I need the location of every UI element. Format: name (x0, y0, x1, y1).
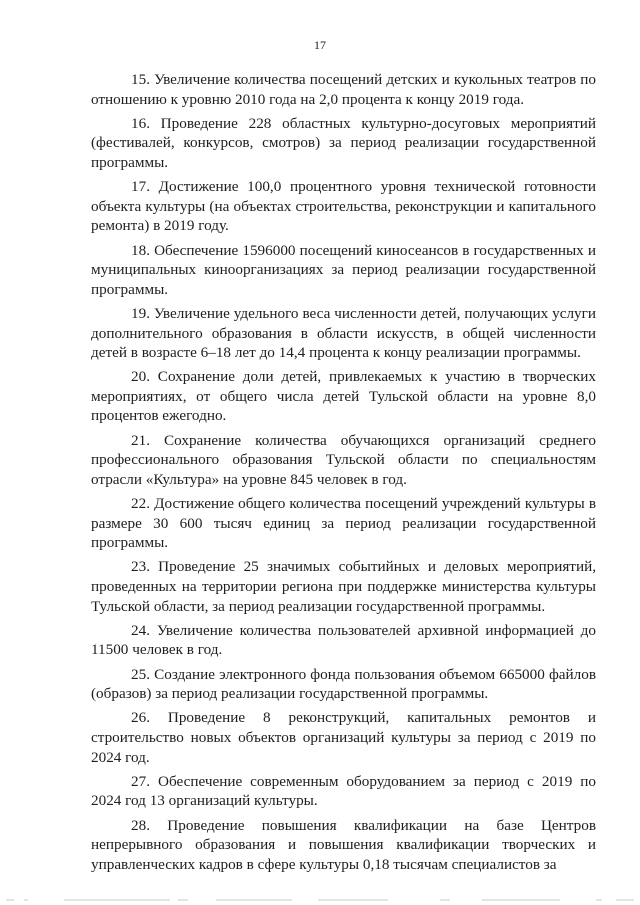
list-item-28: 28. Проведение повышения квалификации на базе Центров непрерывного образования и повышения квалификации творческих и управленческих кадров в сфере культуры 0,18 тысячам специалистов за (91, 816, 596, 873)
list-item-19: 19. Увеличение удельного веса численности детей, получающих услуги дополнительного образования в области искусств, в общей численности детей в возрасте 6–18 лет до 14,4 процента к концу реализации программы. (91, 304, 596, 362)
list-item-23: 23. Проведение 25 значимых событийных и деловых мероприятий, проведенных на территории региона при поддержке министерства культуры Тульской области, за период реализации государственной программы. (91, 558, 596, 615)
list-item-16: 16. Проведение 228 областных культурно-досуговых мероприятий (фестивалей, конкурсов, смотров) за период реализации государственной программы. (91, 114, 596, 171)
list-item-26: 26. Проведение 8 реконструкций, капитальных ремонтов и строительство новых объектов организаций культуры за период с 2019 по 2024 год. (91, 709, 596, 766)
list-item-25: 25. Создание электронного фонда пользования объемом 665000 файлов (образов) за период реализации государственной программы. (91, 665, 596, 703)
list-item-18: 18. Обеспечение 1596000 посещений киносеансов в государственных и муниципальных киноорганизациях за период реализации государственной программы. (91, 241, 596, 298)
page-number: 17 (314, 38, 326, 52)
list-item-15: 15. Увеличение количества посещений детских и кукольных театров по отношению к уровню 2010 года на 2,0 процента к концу 2019 года. (91, 71, 596, 108)
list-item-22: 22. Достижение общего количества посещений учреждений культуры в размере 30 600 тысяч единиц за период реализации государственной программы. (91, 495, 596, 552)
list-item-27: 27. Обеспечение современным оборудованием за период с 2019 по 2024 год 13 организаций культуры. (91, 772, 596, 810)
document-body (91, 70, 596, 879)
scan-edge-artifact (0, 885, 640, 905)
list-item-24: 24. Увеличение количества пользователей архивной информацией до 11500 человек в год. (91, 621, 596, 659)
list-item-21: 21. Сохранение количества обучающихся организаций среднего профессионального образования Тульской области по специальностям отрасли «Культура» на уровне 845 человек в год. (91, 431, 596, 488)
list-item-17: 17. Достижение 100,0 процентного уровня технической готовности объекта культуры (на объектах строительства, реконструкции и капитального ремонта) в 2019 году. (91, 178, 596, 235)
list-item-20: 20. Сохранение доли детей, привлекаемых к участию в творческих мероприятиях, от общего числа детей Тульской области на уровне 8,0 процентов ежегодно. (91, 368, 596, 425)
